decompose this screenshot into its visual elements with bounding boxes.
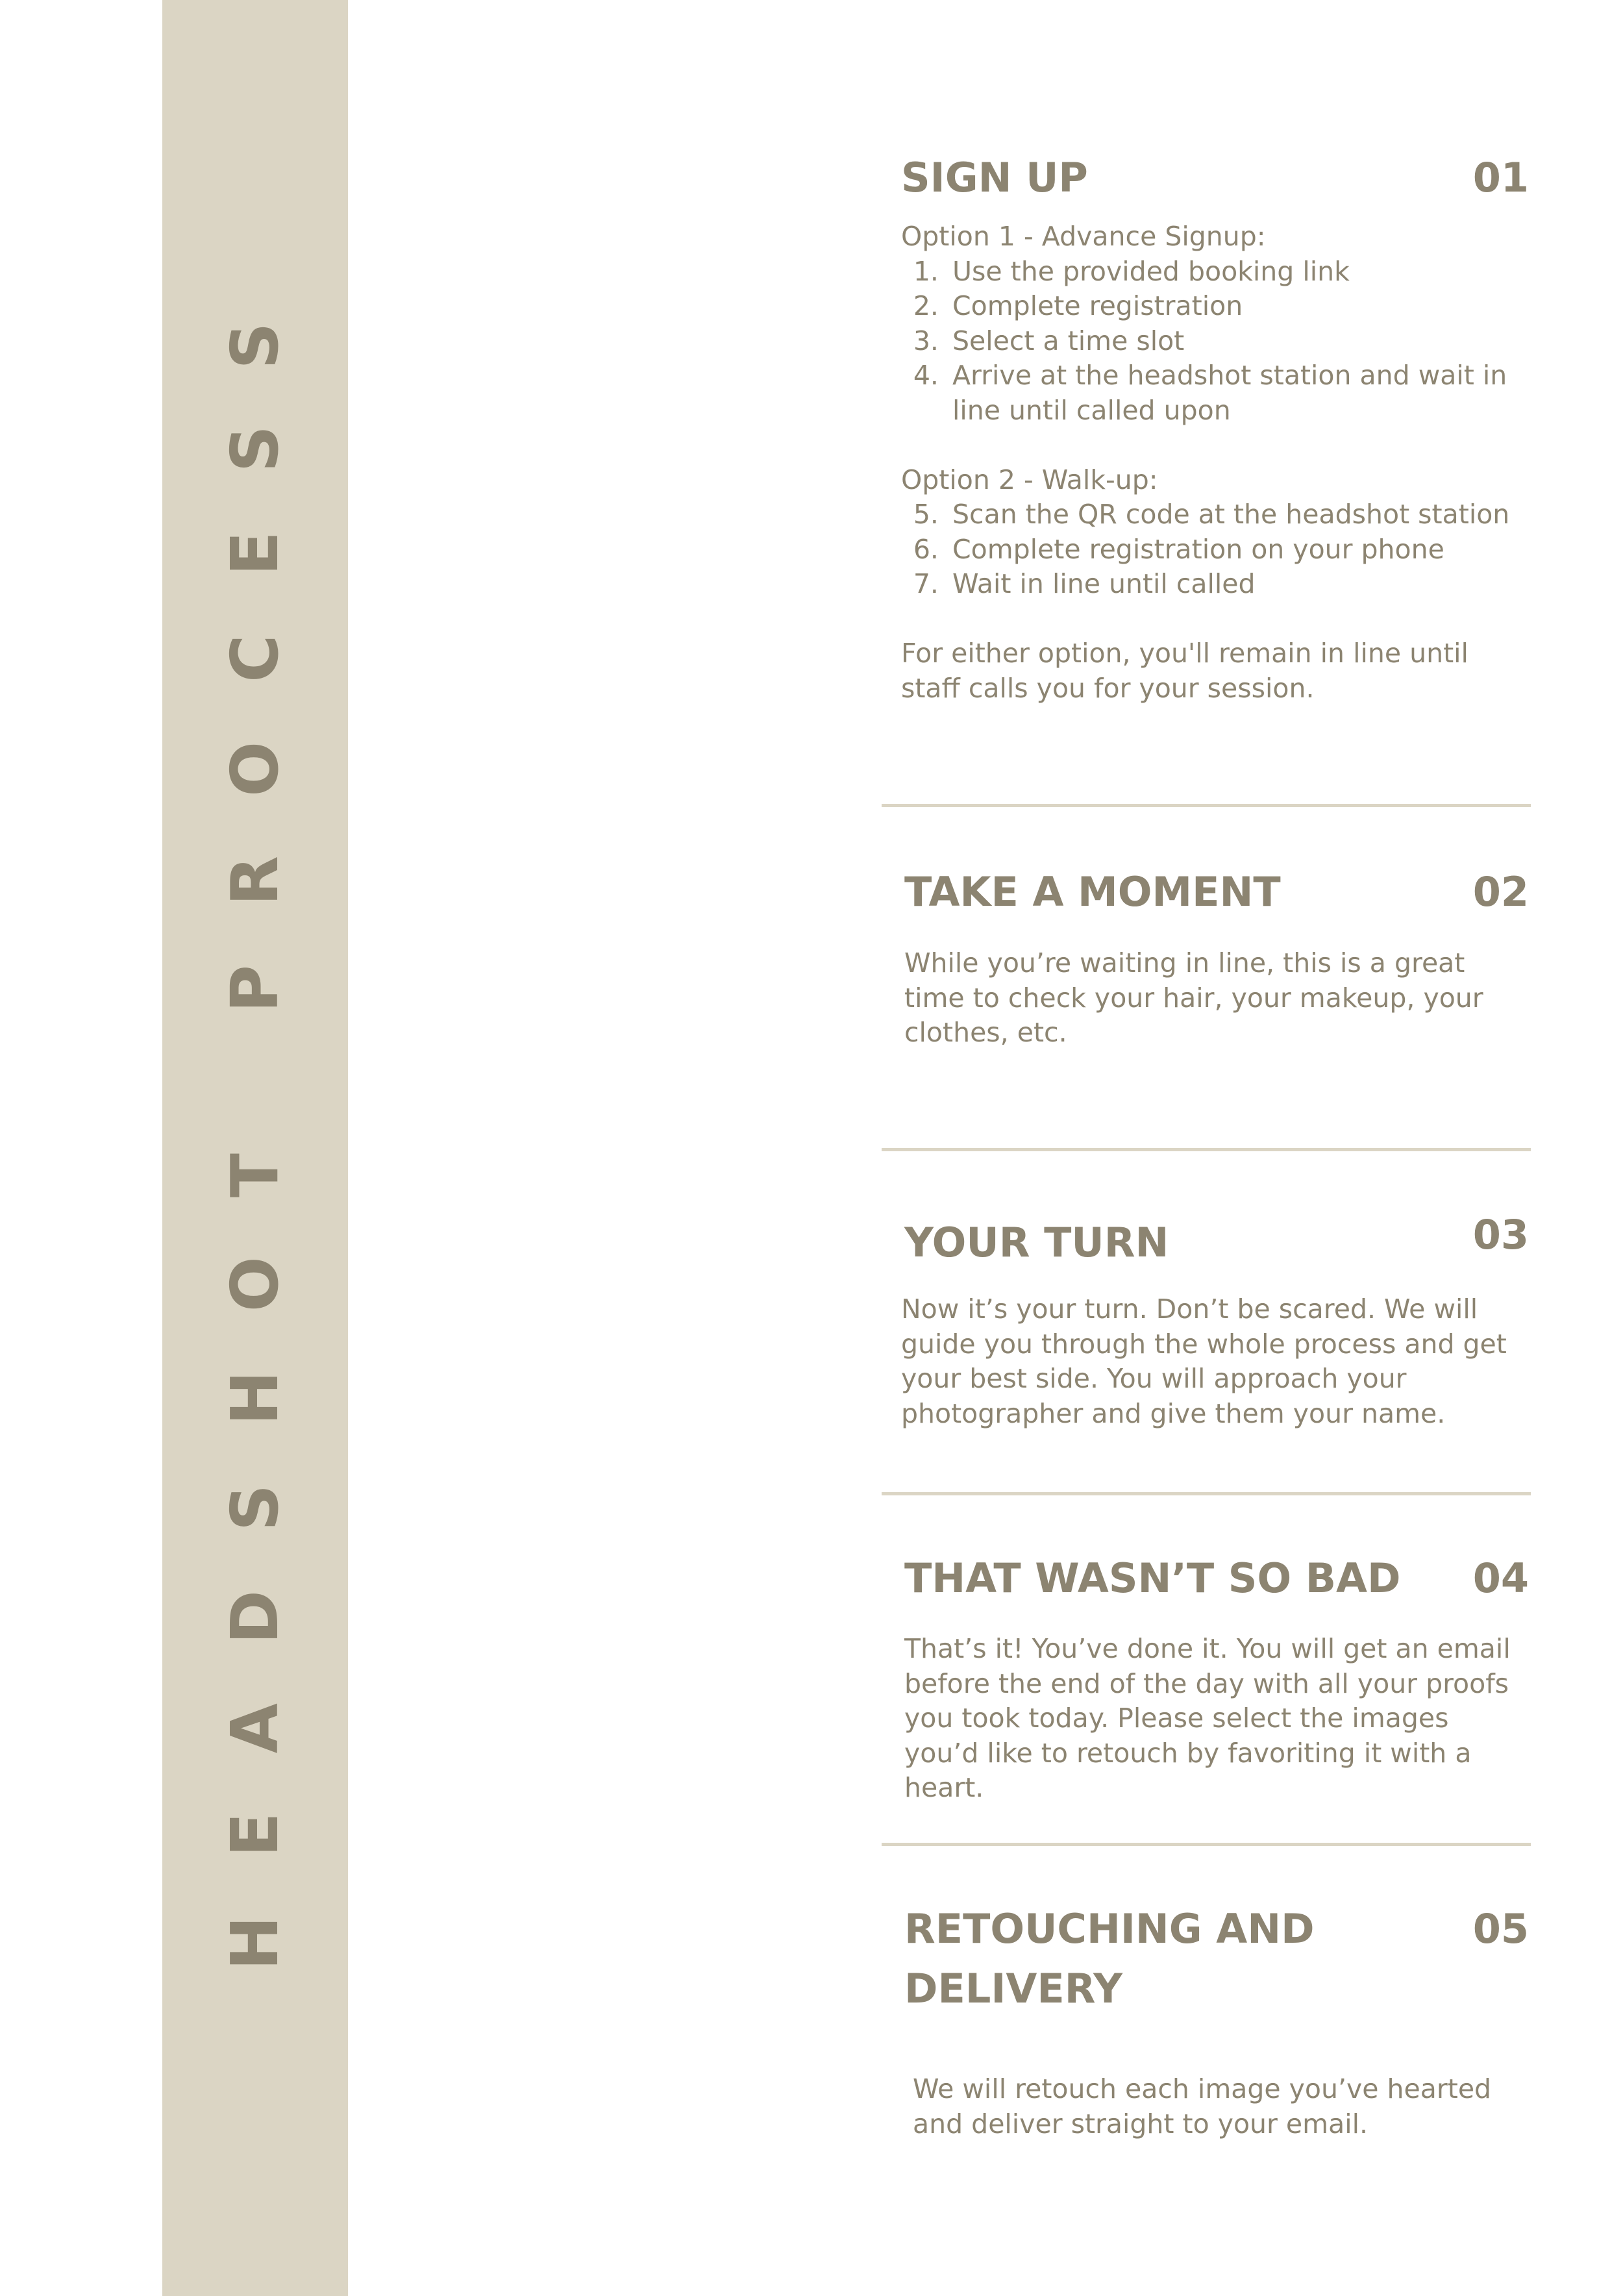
section-1-body <box>901 219 1524 706</box>
divider <box>882 1843 1531 1846</box>
section-2-body: While you’re waiting in line, this is a great time to check your hair, your makeup, your clothes, etc. <box>904 947 1483 1048</box>
section-2-number: 02 <box>1472 868 1529 916</box>
section-3-title: YOUR TURN <box>904 1219 1169 1266</box>
section-3-body: Now it’s your turn. Don’t be scared. We will guide you through the whole process and get your best side. You will approach your photographer and give them your name. <box>901 1293 1507 1429</box>
section-5-title: RETOUCHING AND DELIVERY <box>904 1905 1315 2012</box>
option-2-steps <box>901 497 1524 602</box>
divider <box>882 804 1531 807</box>
divider <box>882 1492 1531 1495</box>
list-item: 4. Arrive at the headshot station and wait in line until called upon <box>947 358 1524 428</box>
divider <box>882 1148 1531 1151</box>
section-3-number: 03 <box>1472 1211 1529 1258</box>
section-4-number: 04 <box>1472 1554 1529 1602</box>
sidebar-title: HEADSHOT PROCESS <box>217 263 293 1971</box>
section-4-body: That’s it! You’ve done it. You will get an email before the end of the day with all your proofs you took today. Please select the images you’d like to retouch by favoriting it with a heart. <box>904 1633 1511 1803</box>
option-1-heading: Option 1 - Advance Signup: <box>901 221 1266 252</box>
list-item: 7. Wait in line until called <box>947 567 1524 602</box>
section-5-number: 05 <box>1472 1905 1529 1953</box>
option-2-heading: Option 2 - Walk-up: <box>901 464 1158 495</box>
list-item: 3. Select a time slot <box>947 324 1524 359</box>
section-4-title: THAT WASN’T SO BAD <box>904 1554 1401 1602</box>
option-1-steps <box>901 255 1524 429</box>
list-item: 1. Use the provided booking link <box>947 255 1524 290</box>
list-item: 2. Complete registration <box>947 289 1524 324</box>
section-5-body: We will retouch each image you’ve hearted and deliver straight to your email. <box>913 2073 1492 2140</box>
list-item: 5. Scan the QR code at the headshot station <box>947 497 1524 532</box>
section-2-title: TAKE A MOMENT <box>904 868 1281 916</box>
section-1-number: 01 <box>1472 154 1529 201</box>
section-1-closing: For either option, you'll remain in line until staff calls you for your session. <box>901 638 1468 704</box>
list-item: 6. Complete registration on your phone <box>947 532 1524 568</box>
section-1-title: SIGN UP <box>901 154 1088 201</box>
